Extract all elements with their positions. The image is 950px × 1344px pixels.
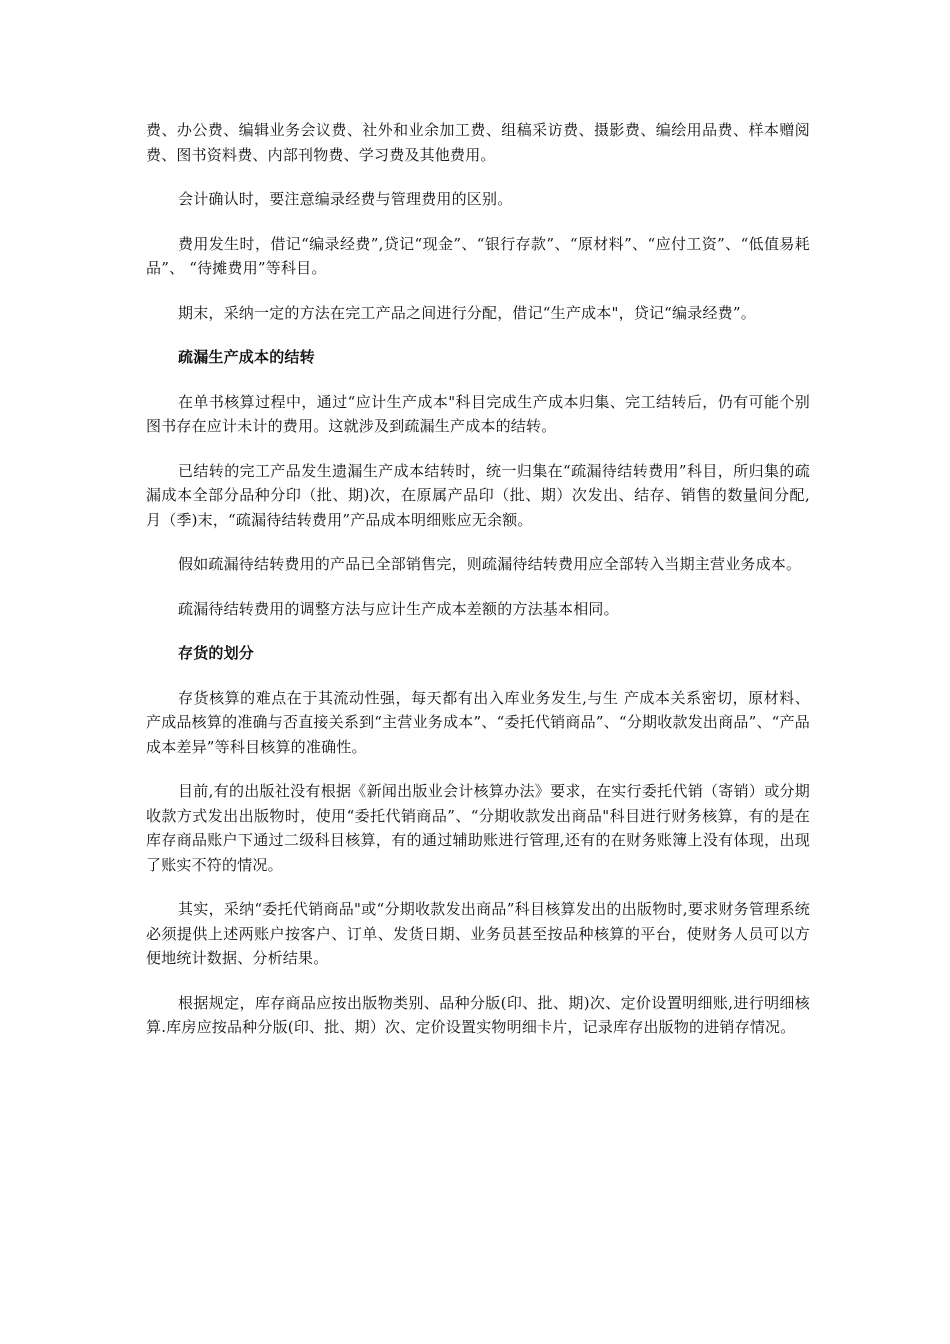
paragraph-accounting-confirmation: 会计确认时，要注意编录经费与管理费用的区别。 [178,190,513,208]
document-page [146,118,810,1060]
paragraph-single-book-accounting: 在单书核算过程中，通过“应计生产成本"科目完成生产成本归集、完工结转后，仍有可能个别图书存在应计未计的费用。这就涉及到疏漏生产成本的结转。 [146,392,810,435]
paragraph-expense-occurrence: 费用发生时，借记“编录经费”,贷记“现金”、“银行存款”、“原材料”、“应付工资”、“低值易耗品”、 “待摊费用”等科目。 [146,234,810,277]
paragraph-system-requirements: 其实，采纳“委托代销商品"或“分期收款发出商品”科目核算发出的出版物时,要求财务管理系统必须提供上述两账户按客户、订单、发货日期、业务员甚至按品种核算的平台，使财务人员可以方便地统计数据、分析结果。 [146,900,810,967]
paragraph-current-practice: 目前,有的出版社没有根据《新闻出版业会计核算办法》要求，在实行委托代销（寄销）或分期收款方式发出出版物时，使用“委托代销商品”、“分期收款发出商品"科目进行财务核算，有的是在库存商品账户下通过二级科目核算，有的通过辅助账进行管理,还有的在财务账簿上没有体现，出现了账实不符的情况。 [146,782,810,874]
paragraph-carried-forward-products: 已结转的完工产品发生遗漏生产成本结转时，统一归集在“疏漏待结转费用”科目，所归集的疏漏成本全部分品种分印（批、期)次，在原属产品印（批、期）次发出、结存、销售的数量间分配,月（季)末，“疏漏待结转费用”产品成本明细账应无余额。 [146,461,810,529]
paragraph-adjustment-method: 疏漏待结转费用的调整方法与应计生产成本差额的方法基本相同。 [178,599,619,618]
paragraph-period-end: 期末，采纳一定的方法在完工产品之间进行分配，借记“生产成本"，贷记“编录经费”。 [178,303,756,322]
section-heading-omitted-cost: 疏漏生产成本的结转 [178,348,315,366]
paragraph-sold-out-products: 假如疏漏待结转费用的产品已全部销售完，则疏漏待结转费用应全部转入当期主营业务成本。 [178,555,802,573]
paragraph-regulations: 根据规定，库存商品应按出版物类别、品种分版(印、批、期)次、定价设置明细账,进行明细核算.库房应按品种分版(印、批、期）次、定价设置实物明细卡片，记录库存出版物的进销存情况。 [146,993,810,1036]
section-heading-inventory-division: 存货的划分 [178,644,255,662]
paragraph-expense-items: 费、办公费、编辑业务会议费、社外和业余加工费、组稿采访费、摄影费、编绘用品费、样本赠阅费、图书资料费、内部刊物费、学习费及其他费用。 [146,121,810,164]
paragraph-inventory-difficulty: 存货核算的难点在于其流动性强，每天都有出入库业务发生,与生 产成本关系密切，原材料、产成品核算的准确与否直接关系到“主营业务成本”、“委托代销商品”、“分期收款发出商品”、“产品成本差异”等科目核算的准确性。 [146,688,810,756]
